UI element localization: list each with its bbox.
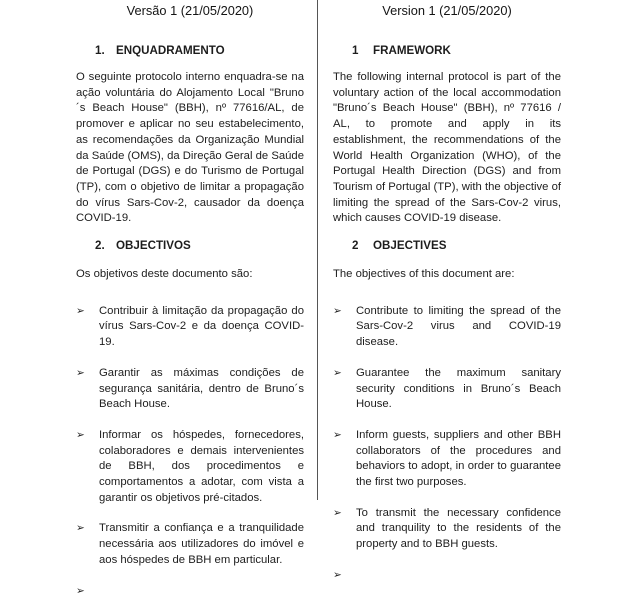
section-heading-enquadramento bbox=[76, 44, 304, 58]
section-title: FRAMEWORK bbox=[373, 44, 451, 57]
arrow-bullet-icon: ➢ bbox=[333, 366, 342, 379]
section-number: 1. bbox=[95, 44, 105, 57]
section-title: ENQUADRAMENTO bbox=[116, 44, 225, 57]
column-english bbox=[333, 0, 561, 584]
bullet-item bbox=[76, 304, 304, 351]
bullet-item bbox=[333, 304, 561, 351]
section-number: 2 bbox=[352, 239, 359, 253]
bullet-text: Contribute to limiting the spread of the Sars-Cov-2 virus and COVID-19 disease. bbox=[356, 304, 561, 349]
arrow-bullet-icon: ➢ bbox=[76, 366, 85, 379]
bullet-text: Contribuir à limitação da propagação do vírus Sars-Cov-2 e da doença COVID-19. bbox=[99, 304, 304, 349]
arrow-bullet-icon: ➢ bbox=[76, 522, 85, 535]
bullet-item bbox=[333, 428, 561, 491]
bullet-list-pt bbox=[76, 304, 304, 599]
partial-bullet-row bbox=[76, 584, 304, 599]
bullet-text: To transmit the necessary confidence and tranquility to the residents of the property and to BBH guests. bbox=[356, 506, 561, 551]
section-heading-objectives bbox=[333, 239, 561, 253]
arrow-bullet-icon: ➢ bbox=[76, 584, 85, 597]
arrow-bullet-icon: ➢ bbox=[333, 568, 342, 581]
bullet-item bbox=[76, 521, 304, 568]
paragraph-framework: The following internal protocol is part of the voluntary action of the local accommodation "Bruno´s Beach House" (BBH), nº 77616 / AL, to promote and apply in its establishment, the recommendations of the World Health Organization (WHO), of the Portugal Health Direction (DGS) and from Tourism of Portugal (TP), with the objective of limiting the spread of the Sars-Cov-2 virus, which causes COVID-19 disease. bbox=[333, 71, 561, 225]
bullet-text: Informar os hóspedes, fornecedores, colaboradores e demais intervenientes de BBH, dos procedimentos e comportamentos a adotar, com vista a garantir os objetivos pré-citados. bbox=[99, 428, 304, 504]
version-header-en: Version 1 (21/05/2020) bbox=[382, 3, 512, 18]
paragraph-enquadramento: O seguinte protocolo interno enquadra-se na ação voluntária do Alojamento Local "Bruno´s Beach House" (BBH), nº 77616/AL, de promover e aplicar no seu estabelecimento, as recomendações da Organização Mundial da Saúde (OMS), da Direção Geral de Saúde de Portugal (DGS) e do Turismo de Portugal (TP), com o objetivo de limitar a propagação do vírus Sars-Cov-2, causador da doença COVID-19. bbox=[76, 71, 304, 225]
section-number: 1 bbox=[352, 44, 359, 57]
bullet-text: Inform guests, suppliers and other BBH collaborators of the procedures and behaviors to adopt, in order to guarantee the first two purposes. bbox=[356, 428, 561, 489]
arrow-bullet-icon: ➢ bbox=[333, 304, 342, 317]
section-number: 2. bbox=[95, 239, 105, 253]
section-title: OBJECTIVES bbox=[373, 239, 447, 253]
column-portuguese bbox=[76, 0, 304, 599]
section-heading-objectivos bbox=[76, 239, 304, 253]
bullet-list-en bbox=[333, 304, 561, 584]
partial-bullet-row bbox=[333, 568, 561, 584]
section-title: OBJECTIVOS bbox=[116, 239, 191, 253]
bullet-item bbox=[76, 428, 304, 507]
objectives-intro-pt: Os objetivos deste documento são: bbox=[76, 268, 253, 281]
bullet-text: Garantir as máximas condições de segurança sanitária, dentro de Bruno´s Beach House. bbox=[99, 366, 304, 411]
objectives-intro-en: The objectives of this document are: bbox=[333, 268, 515, 281]
arrow-bullet-icon: ➢ bbox=[76, 304, 85, 317]
section-heading-framework bbox=[333, 44, 561, 58]
bullet-text: Transmitir a confiança e a tranquilidade necessária aos utilizadores do imóvel e aos hóspedes de BBH em particular. bbox=[99, 522, 304, 566]
arrow-bullet-icon: ➢ bbox=[333, 428, 342, 441]
bullet-item bbox=[333, 366, 561, 413]
arrow-bullet-icon: ➢ bbox=[333, 506, 342, 519]
bullet-item bbox=[333, 506, 561, 553]
arrow-bullet-icon: ➢ bbox=[76, 428, 85, 441]
column-divider bbox=[317, 0, 318, 500]
bullet-item bbox=[76, 366, 304, 413]
bullet-text: Guarantee the maximum sanitary security conditions in Bruno´s Beach House. bbox=[356, 366, 561, 411]
version-header-pt: Versão 1 (21/05/2020) bbox=[126, 3, 254, 18]
